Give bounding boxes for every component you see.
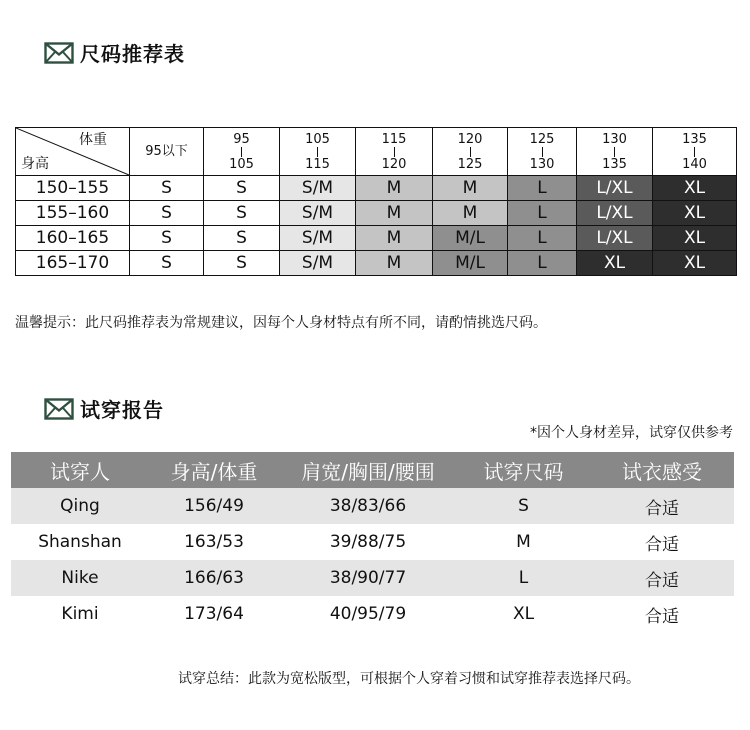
height-axis-label: 身高 <box>21 156 49 172</box>
height-weight: 156/49 <box>149 488 279 524</box>
envelope-icon <box>44 42 74 64</box>
weight-range-to: 115 <box>305 156 330 172</box>
size-cell: S <box>204 251 280 276</box>
weight-range-label: 95以下 <box>145 144 188 159</box>
size-chart-title: 尺码推荐表 <box>80 42 185 66</box>
body-measurements: 38/90/77 <box>279 560 457 596</box>
size-note: 温馨提示：此尺码推荐表为常规建议，因每个人身材特点有所不同，请酌情挑选尺码。 <box>15 315 547 331</box>
body-measurements: 39/88/75 <box>279 524 457 560</box>
size-cell: S <box>130 226 204 251</box>
tryon-table <box>11 452 734 632</box>
height-weight: 166/63 <box>149 560 279 596</box>
fit-feeling: 合适 <box>590 524 734 560</box>
size-cell: S <box>130 251 204 276</box>
size-cell: XL <box>653 226 737 251</box>
tryon-row <box>11 596 734 632</box>
size-cell: L <box>508 251 577 276</box>
tester-name: Nike <box>11 560 149 596</box>
tryon-header-cell: 肩宽/胸围/腰围 <box>279 452 457 488</box>
range-divider <box>394 147 395 157</box>
size-cell: S/M <box>280 176 356 201</box>
weight-range-to: 105 <box>229 156 254 172</box>
size-cell: M <box>356 201 433 226</box>
weight-range-from: 115 <box>381 131 407 147</box>
size-cell: L/XL <box>577 201 653 226</box>
size-row <box>16 251 737 276</box>
fit-feeling: 合适 <box>590 560 734 596</box>
tryon-row <box>11 488 734 524</box>
size-cell: XL <box>653 176 737 201</box>
size-cell: S <box>130 176 204 201</box>
size-cell: M/L <box>433 226 508 251</box>
size-cell: M <box>356 226 433 251</box>
tryon-row <box>11 524 734 560</box>
size-row <box>16 201 737 226</box>
weight-range-header <box>130 128 204 176</box>
weight-range <box>433 133 507 171</box>
height-weight: 173/64 <box>149 596 279 632</box>
size-cell: M <box>433 176 508 201</box>
size-row <box>16 226 737 251</box>
size-cell: S/M <box>280 251 356 276</box>
tryon-size: M <box>457 524 590 560</box>
weight-range-to: 125 <box>457 156 483 172</box>
size-cell: M/L <box>433 251 508 276</box>
size-cell: S <box>204 226 280 251</box>
weight-axis-label: 体重 <box>79 132 107 148</box>
size-cell: S <box>204 201 280 226</box>
size-cell: M <box>356 251 433 276</box>
weight-range-from: 120 <box>457 131 483 147</box>
tryon-row <box>11 560 734 596</box>
weight-range-header <box>653 128 737 176</box>
tryon-size: S <box>457 488 590 524</box>
range-divider <box>694 147 695 157</box>
corner-cell <box>16 128 130 176</box>
tryon-size: L <box>457 560 590 596</box>
envelope-icon <box>44 398 74 420</box>
weight-range <box>356 133 432 171</box>
range-divider <box>614 147 615 157</box>
weight-range-from: 130 <box>602 131 627 147</box>
height-range-cell: 160–165 <box>16 226 130 251</box>
range-divider <box>241 147 242 157</box>
weight-range-from: 135 <box>682 131 707 147</box>
weight-range-header <box>280 128 356 176</box>
size-cell: XL <box>653 201 737 226</box>
tryon-disclaimer: *因个人身材差异，试穿仅供参考 <box>530 425 733 441</box>
size-cell: L <box>508 176 577 201</box>
tryon-header-cell: 试穿尺码 <box>457 452 590 488</box>
size-cell: XL <box>577 251 653 276</box>
weight-range-from: 105 <box>305 131 330 147</box>
size-cell: S/M <box>280 226 356 251</box>
size-cell: L <box>508 226 577 251</box>
tester-name: Qing <box>11 488 149 524</box>
size-cell: L/XL <box>577 226 653 251</box>
fit-feeling: 合适 <box>590 596 734 632</box>
weight-range-header <box>204 128 280 176</box>
weight-range <box>204 133 279 171</box>
weight-range-header <box>433 128 508 176</box>
tester-name: Kimi <box>11 596 149 632</box>
weight-range-to: 135 <box>602 156 627 172</box>
tryon-size: XL <box>457 596 590 632</box>
weight-range-from: 125 <box>529 131 555 147</box>
height-range-cell: 155–160 <box>16 201 130 226</box>
tester-name: Shanshan <box>11 524 149 560</box>
size-cell: XL <box>653 251 737 276</box>
weight-range <box>280 133 355 171</box>
weight-range-header <box>508 128 577 176</box>
weight-range-header <box>577 128 653 176</box>
height-range-cell: 150–155 <box>16 176 130 201</box>
tryon-header-cell: 试衣感受 <box>590 452 734 488</box>
tryon-summary: 试穿总结：此款为宽松版型，可根据个人穿着习惯和试穿推荐表选择尺码。 <box>178 671 640 687</box>
weight-range-to: 120 <box>381 156 407 172</box>
range-divider <box>470 147 471 157</box>
size-cell: S <box>130 201 204 226</box>
weight-range <box>653 133 736 171</box>
size-cell: M <box>433 201 508 226</box>
weight-range-from: 95 <box>233 131 250 147</box>
weight-range-to: 140 <box>682 156 707 172</box>
tryon-heading <box>44 394 164 423</box>
fit-feeling: 合适 <box>590 488 734 524</box>
size-cell: M <box>356 176 433 201</box>
weight-range-header <box>356 128 433 176</box>
size-cell: L/XL <box>577 176 653 201</box>
size-cell: L <box>508 201 577 226</box>
size-cell: S/M <box>280 201 356 226</box>
body-measurements: 40/95/79 <box>279 596 457 632</box>
size-cell: S <box>204 176 280 201</box>
size-row <box>16 176 737 201</box>
weight-range <box>508 133 576 171</box>
tryon-header-cell: 试穿人 <box>11 452 149 488</box>
weight-range-to: 130 <box>529 156 555 172</box>
size-chart-heading <box>44 38 185 67</box>
height-range-cell: 165–170 <box>16 251 130 276</box>
tryon-header-cell: 身高/体重 <box>149 452 279 488</box>
size-chart-table <box>15 127 737 276</box>
tryon-title: 试穿报告 <box>80 398 164 422</box>
range-divider <box>542 147 543 157</box>
body-measurements: 38/83/66 <box>279 488 457 524</box>
height-weight: 163/53 <box>149 524 279 560</box>
range-divider <box>317 147 318 157</box>
weight-range <box>577 133 652 171</box>
